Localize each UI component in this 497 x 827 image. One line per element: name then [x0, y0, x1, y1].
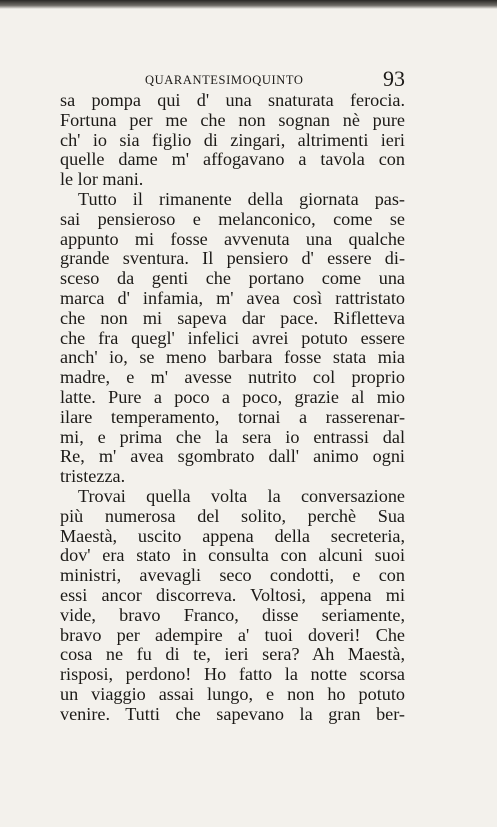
text-line: le lor mani. [60, 169, 144, 190]
text-line: sai pensieroso e melanconico, come se [60, 208, 405, 229]
text-line: dov' era stato in consulta con alcuni suoi [60, 545, 405, 566]
text-line: ilare temperamento, tornai a rasserenar- [60, 406, 405, 427]
running-head: QUARANTESIMOQUINTO [145, 73, 304, 87]
text-line: che non mi sapeva dar pace. Rifletteva [60, 307, 405, 328]
text-line: bravo per adempire a' tuoi doveri! Che [60, 624, 405, 645]
text-line: ch' io sia figlio di zingari, altrimenti ieri [60, 129, 405, 150]
text-line: Fortuna per me che non sognan nè pure [60, 109, 405, 130]
text-line: venire. Tutti che sapevano la gran ber- [60, 703, 405, 724]
text-line: anch' io, se meno barbara fosse stata mia [60, 347, 405, 368]
text-line: essi ancor discorreva. Voltosi, appena mi [60, 584, 405, 605]
text-line: quelle dame m' affogavano a tavola con [60, 149, 405, 170]
text-line: Maestà, uscito appena della secreteria, [60, 525, 405, 546]
text-line: madre, e m' avesse nutrito col proprio [60, 367, 405, 388]
body-text [60, 91, 405, 725]
page-number: 93 [383, 66, 405, 91]
text-line: grande sventura. Il pensiero d' essere di- [60, 248, 405, 269]
text-line: ministri, avevagli seco condotti, e con [60, 565, 405, 586]
text-line: sceso da genti che portano come una [60, 268, 405, 289]
text-line: marca d' infamia, m' avea così rattristato [60, 287, 405, 308]
text-line: mi, e prima che la sera io entrassi dal [60, 426, 405, 447]
text-line: più numerosa del solito, perchè Sua [60, 505, 405, 526]
text-line: Re, m' avea sgombrato dall' animo ogni [60, 446, 405, 467]
text-line: Trovai quella volta la conversazione [78, 485, 405, 506]
text-line: Tutto il rimanente della giornata pas- [78, 188, 405, 209]
text-line: risposi, perdono! Ho fatto la notte scorsa [60, 664, 405, 685]
text-line: appunto mi fosse avvenuta una qualche [60, 228, 405, 249]
text-line: vide, bravo Franco, disse seriamente, [60, 604, 405, 625]
text-line: un viaggio assai lungo, e non ho potuto [60, 683, 405, 704]
text-line: tristezza. [60, 466, 126, 487]
text-line: che fra quegl' infelici avrei potuto essere [60, 327, 405, 348]
text-line: sa pompa qui d' una snaturata ferocia. [60, 90, 405, 110]
text-line: latte. Pure a poco a poco, grazie al mio [60, 386, 405, 407]
text-line: cosa ne fu di te, ieri sera? Ah Maestà, [60, 644, 405, 665]
